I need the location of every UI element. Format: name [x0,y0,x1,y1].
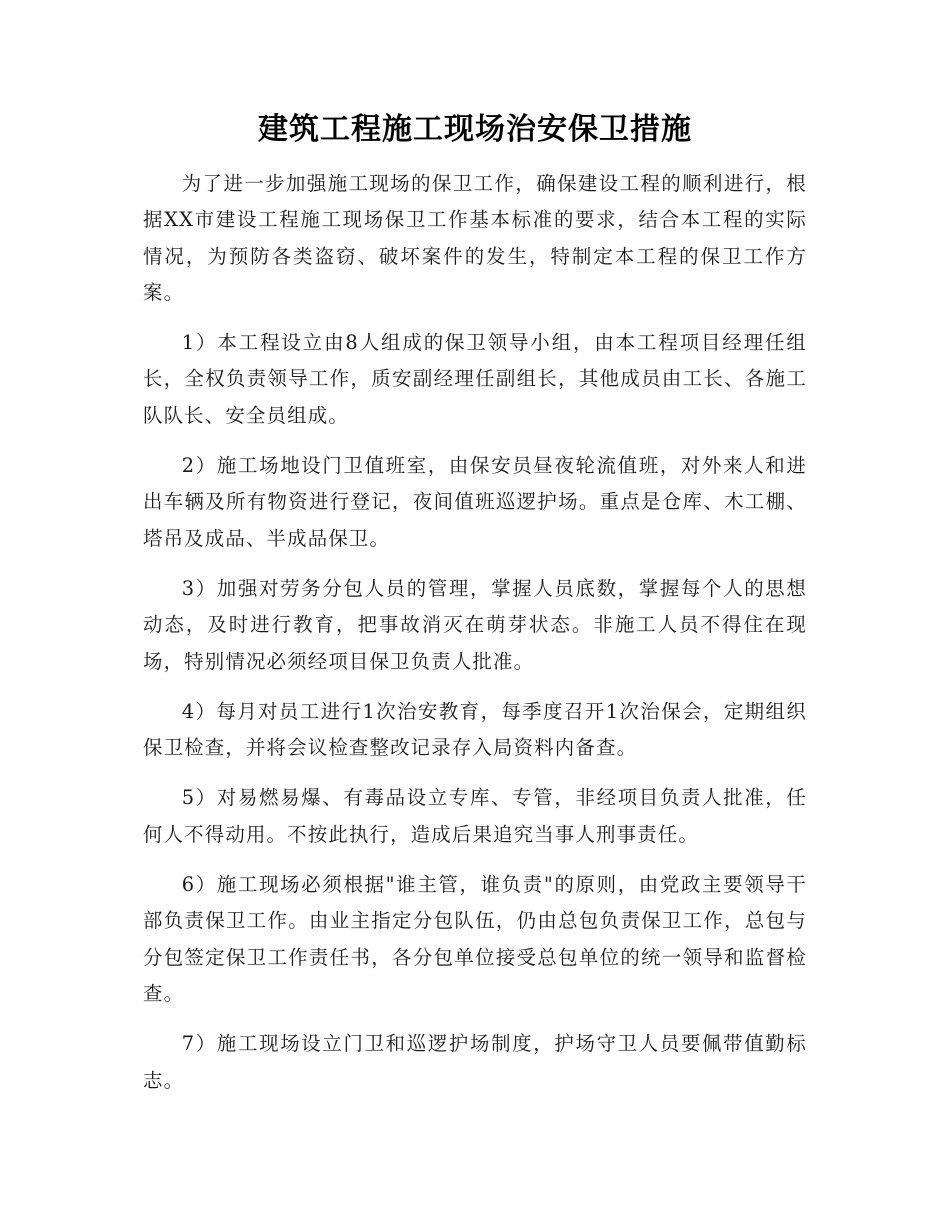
measure-2-paragraph: 2）施工场地设门卫值班室，由保安员昼夜轮流值班，对外来人和进出车辆及所有物资进行登记，夜间值班巡逻护场。重点是仓库、木工棚、塔吊及成品、半成品保卫。 [143,454,807,550]
measure-6-paragraph: 6）施工现场必须根据"谁主管，谁负责"的原则，由党政主要领导干部负责保卫工作。由业主指定分包队伍，仍由总包负责保卫工作，总包与分包签定保卫工作责任书，各分包单位接受总包单位的统一领导和监督检查。 [143,873,807,1005]
measure-5-paragraph: 5）对易燃易爆、有毒品设立专库、专管，非经项目负责人批准，任何人不得动用。不按此执行，造成后果追究当事人刑事责任。 [143,786,807,846]
document-body [143,166,807,1099]
document-title: 建筑工程施工现场治安保卫措施 [258,112,692,147]
measure-1-paragraph: 1）本工程设立由8人组成的保卫领导小组，由本工程项目经理任组长，全权负责领导工作，质安副经理任副组长，其他成员由工长、各施工队队长、安全员组成。 [143,331,807,427]
measure-7-paragraph: 7）施工现场设立门卫和巡逻护场制度，护场守卫人员要佩带值勤标志。 [143,1032,807,1092]
intro-paragraph: 为了进一步加强施工现场的保卫工作，确保建设工程的顺利进行，根据XX市建设工程施工现场保卫工作基本标准的要求，结合本工程的实际情况，为预防各类盗窃、破坏案件的发生，特制定本工程的保卫工作方案。 [143,172,807,304]
measure-4-paragraph: 4）每月对员工进行1次治安教育，每季度召开1次治保会，定期组织保卫检查，并将会议检查整改记录存入局资料内备查。 [143,699,807,760]
measure-3-paragraph: 3）加强对劳务分包人员的管理，掌握人员底数，掌握每个人的思想动态，及时进行教育，把事故消灭在萌芽状态。非施工人员不得住在现场，特别情况必须经项目保卫负责人批准。 [143,576,807,673]
